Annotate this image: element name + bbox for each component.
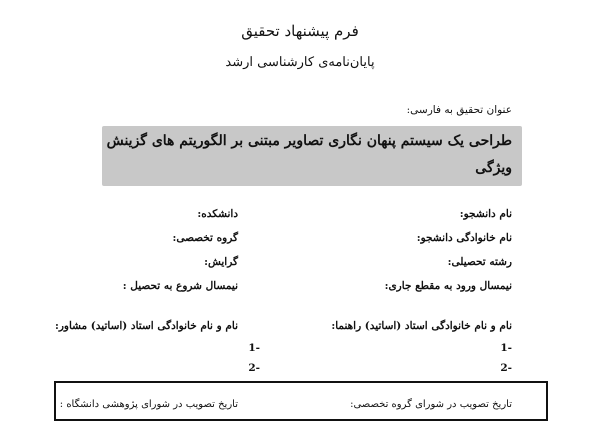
supervisor-item-1: 1- <box>500 342 512 354</box>
student-family-name-label: نام خانوادگی دانشجو: <box>416 232 512 244</box>
form-title: فرم پیشنهاد تحقیق <box>241 22 359 40</box>
student-name-label: نام دانشجو: <box>459 208 512 220</box>
field-of-study-label: رشته تحصیلی: <box>447 256 512 268</box>
start-semester-label: نیمسال شروع به تحصیل : <box>122 280 238 292</box>
advisor-label: نام و نام خانوادگی استاد (اساتید) مشاور: <box>54 320 238 332</box>
topic-title: طراحی یک سیستم پنهان نگاری تصاویر مبتنی بر الگوریتم های گزینش ویژگی <box>106 133 512 176</box>
advisor-item-2: 2- <box>248 362 260 374</box>
topic-label: عنوان تحقیق به فارسی: <box>406 104 512 116</box>
advisor-item-1: 1- <box>248 342 260 354</box>
entry-semester-label: نیمسال ورود به مقطع جاری: <box>384 280 512 292</box>
supervisor-label: نام و نام خانوادگی استاد (اساتید) راهنما: <box>331 320 512 332</box>
orientation-label: گرایش: <box>204 256 238 268</box>
group-approval-date-label: تاریخ تصویب در شورای گروه تخصصی: <box>350 399 512 410</box>
supervisor-item-2: 2- <box>500 362 512 374</box>
research-council-approval-date-label: تاریخ تصویب در شورای پژوهشی دانشگاه : <box>59 399 238 410</box>
form-subtitle: پایان‌نامه‌ی کارشناسی ارشد <box>225 55 375 70</box>
specialty-group-label: گروه تخصصی: <box>172 232 238 244</box>
faculty-label: دانشکده: <box>197 208 238 220</box>
